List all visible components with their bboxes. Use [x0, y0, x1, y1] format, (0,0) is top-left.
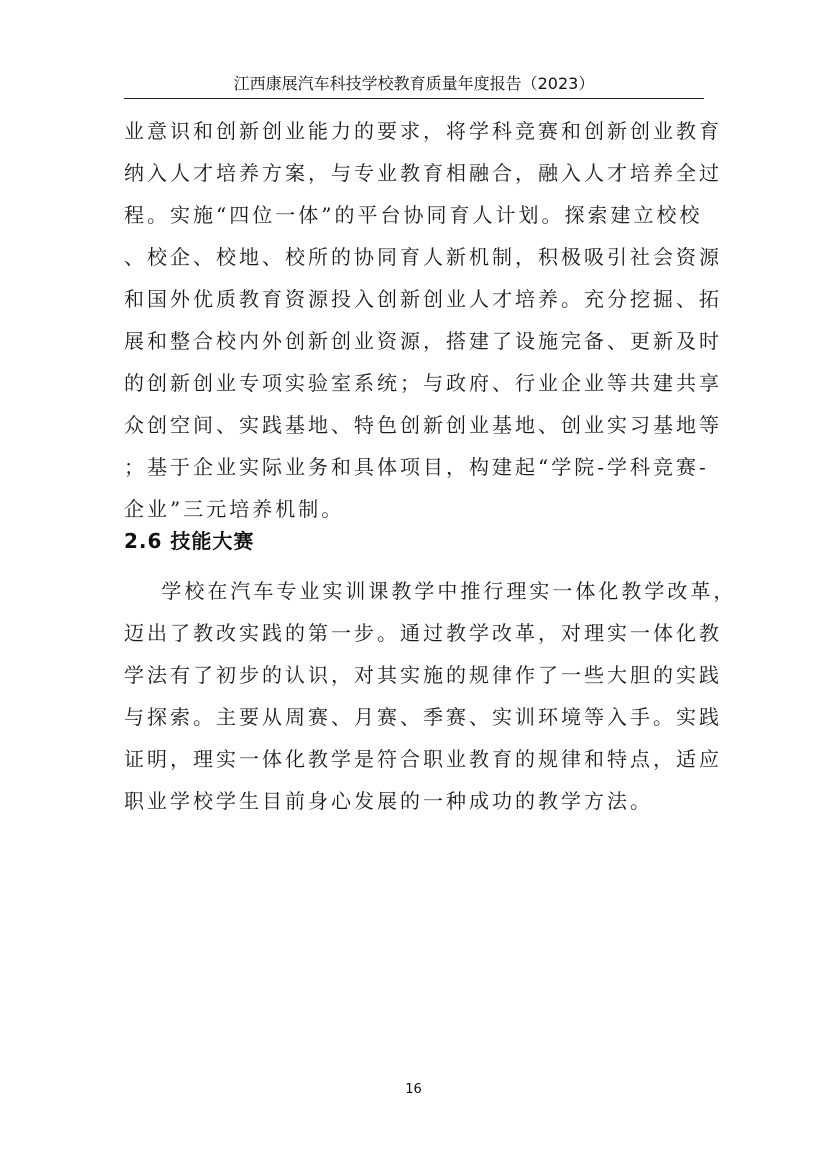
- text-line: 纳入人才培养方案，与专业教育相融合，融入人才培养全过: [124, 161, 722, 185]
- text-line: 证明，理实一体化教学是符合职业教育的规律和特点，适应: [124, 747, 722, 771]
- text-line: 、校企、校地、校所的协同育人新机制，积极吸引社会资源: [124, 245, 722, 269]
- text-line: 职业学校学生目前身心发展的一种成功的教学方法。: [124, 789, 653, 813]
- text-line: 众创空间、实践基地、特色创新创业基地、创业实习基地等: [124, 413, 722, 437]
- header-divider: [124, 98, 704, 99]
- paragraph-skills-contest: [124, 570, 737, 822]
- section-heading: 2.6 技能大赛: [124, 529, 255, 553]
- text-line: 迈出了教改实践的第一步。通过教学改革，对理实一体化教: [124, 621, 722, 645]
- text-line: 业意识和创新创业能力的要求，将学科竞赛和创新创业教育: [124, 119, 722, 143]
- text-line: 的创新创业专项实验室系统；与政府、行业企业等共建共享: [124, 371, 722, 395]
- text-line: 程。实施“四位一体”的平台协同育人计划。探索建立校校: [124, 203, 703, 227]
- text-line: 展和整合校内外创新创业资源，搭建了设施完备、更新及时: [124, 329, 722, 353]
- paragraph-innovation: [124, 110, 722, 530]
- text-line: 和国外优质教育资源投入创新创业人才培养。充分挖掘、拓: [124, 287, 722, 311]
- report-header-title: 江西康展汽车科技学校教育质量年度报告（2023）: [233, 74, 595, 93]
- text-line: 学法有了初步的认识，对其实施的规律作了一些大胆的实践: [124, 663, 722, 687]
- text-line: ；基于企业实际业务和具体项目，构建起“学院-学科竞赛-: [124, 455, 709, 479]
- text-line: 学校在汽车专业实训课教学中推行理实一体化教学改革，: [124, 579, 737, 603]
- text-line: 与探索。主要从周赛、月赛、季赛、实训环境等入手。实践: [124, 705, 722, 729]
- text-line: 企业”三元培养机制。: [124, 497, 345, 521]
- page-number: 16: [405, 1082, 422, 1097]
